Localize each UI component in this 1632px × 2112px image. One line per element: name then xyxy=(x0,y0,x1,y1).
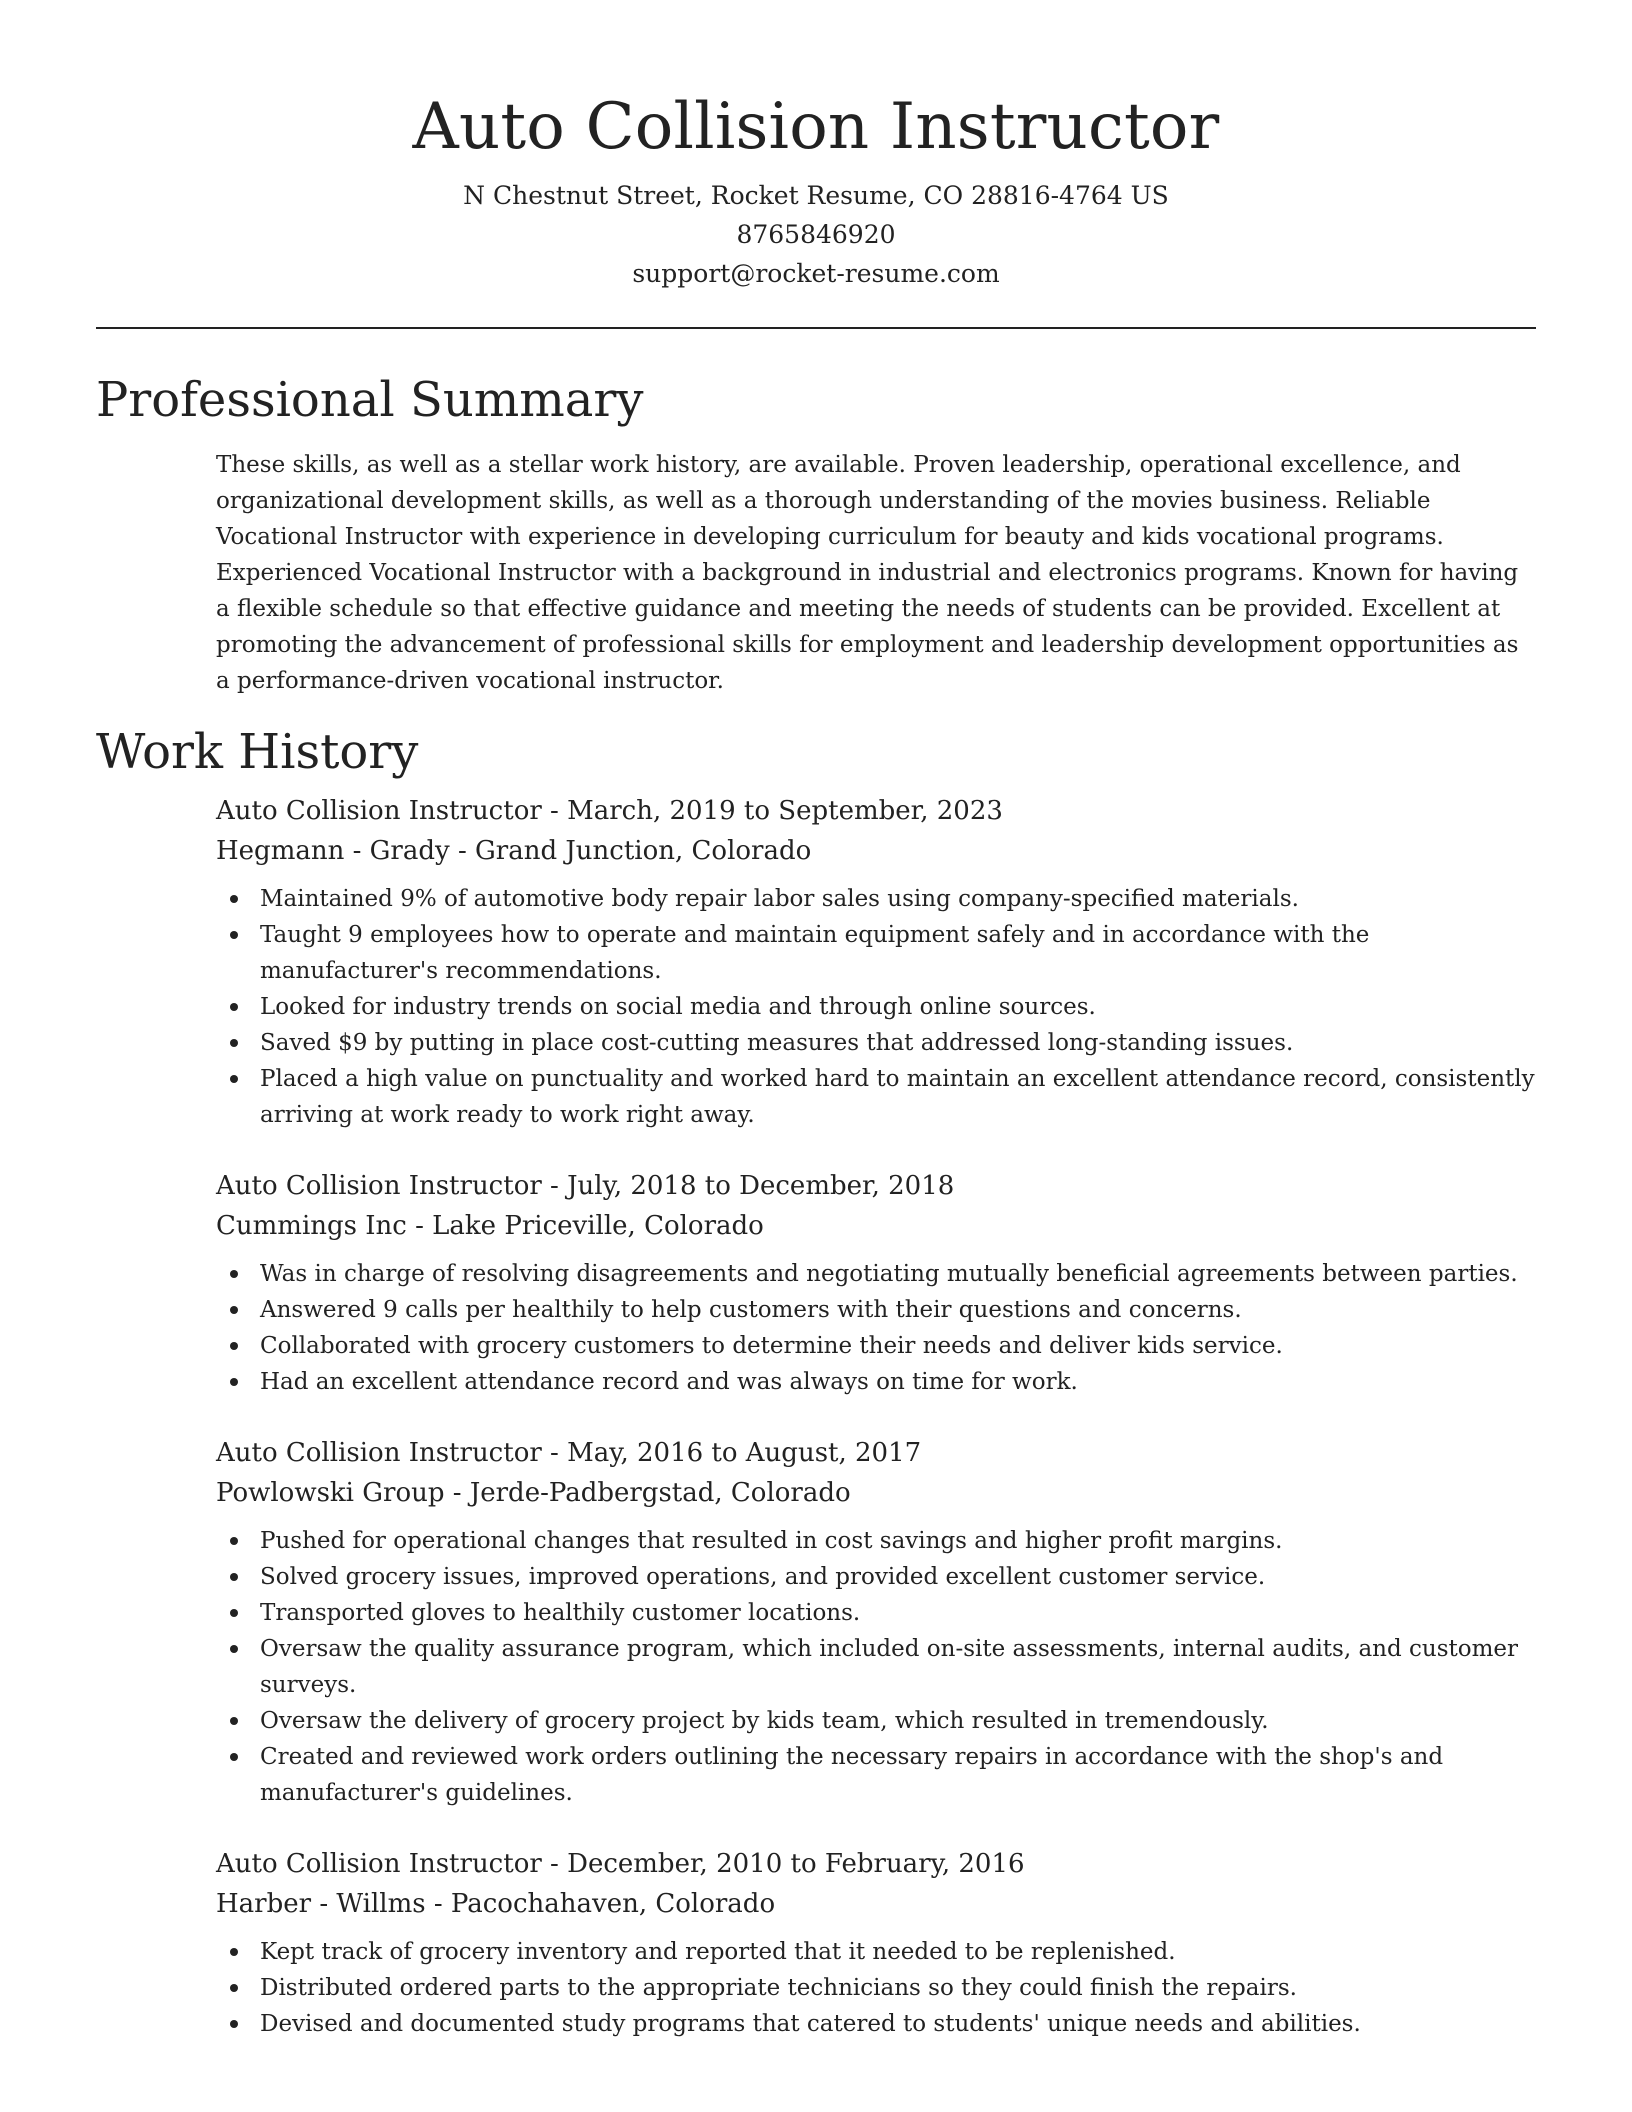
contact-phone: 8765846920 xyxy=(736,220,896,249)
job-title-line xyxy=(216,1844,1536,1884)
job-duties-list xyxy=(216,1523,1536,1811)
job-employer: Powlowski Group xyxy=(216,1478,445,1508)
job-dates: - May, 2016 to August, 2017 xyxy=(541,1438,922,1468)
job-duty: Maintained 9% of automotive body repair labor sales using company-specified materials. xyxy=(260,881,1536,917)
job-entry xyxy=(216,1166,1536,1400)
resume-page xyxy=(96,0,1536,2042)
work-history-section xyxy=(216,791,1536,2042)
job-duty: Oversaw the quality assurance program, which included on-site assessments, internal audits, and customer surveys. xyxy=(260,1631,1536,1703)
job-duty: Transported gloves to healthily customer locations. xyxy=(260,1595,1536,1631)
job-title: Auto Collision Instructor xyxy=(216,1849,542,1879)
contact-address: N Chestnut Street, Rocket Resume, CO 28816-4764 US xyxy=(463,181,1169,210)
job-employer: Hegmann - Grady xyxy=(216,836,450,866)
header-divider xyxy=(96,327,1536,329)
job-employer-line xyxy=(216,1884,1536,1924)
job-title: Auto Collision Instructor xyxy=(216,1171,542,1201)
summary-text: These skills, as well as a stellar work history, are available. Proven leadership, operational excellence, and organizational development skills, as well as a thorough understanding of the movies business. Reliable Vocational Instructor with experience in developing curriculum for beauty and kids vocational programs. Experienced Vocational Instructor with a background in industrial and electronics programs. Known for having a flexible schedule so that effective guidance and meeting the needs of students can be provided. Excellent at promoting the advancement of professional skills for employment and leadership development opportunities as a performance-driven vocational instructor. xyxy=(216,452,1519,694)
job-duties-list xyxy=(216,881,1536,1133)
job-location: - Pacochahaven, Colorado xyxy=(425,1889,776,1919)
job-title-line xyxy=(216,791,1536,831)
job-dates: - March, 2019 to September, 2023 xyxy=(541,796,1003,826)
job-title-line xyxy=(216,1433,1536,1473)
job-title: Auto Collision Instructor xyxy=(216,1438,542,1468)
job-title: Auto Collision Instructor xyxy=(216,796,542,826)
job-duty: Had an excellent attendance record and was always on time for work. xyxy=(260,1364,1536,1400)
job-employer-line xyxy=(216,1206,1536,1246)
job-duty: Solved grocery issues, improved operations, and provided excellent customer service. xyxy=(260,1559,1536,1595)
job-entry xyxy=(216,1433,1536,1811)
job-employer-line xyxy=(216,831,1536,871)
summary-heading: Professional Summary xyxy=(96,372,644,428)
job-title-line xyxy=(216,1166,1536,1206)
job-duty: Placed a high value on punctuality and worked hard to maintain an excellent attendance record, consistently arriving at work ready to work right away. xyxy=(260,1061,1536,1133)
job-duty: Collaborated with grocery customers to determine their needs and deliver kids service. xyxy=(260,1328,1536,1364)
job-location: - Grand Junction, Colorado xyxy=(449,836,812,866)
job-duties-list xyxy=(216,1934,1536,2042)
summary-section xyxy=(216,447,1536,699)
job-duty: Answered 9 calls per healthily to help customers with their questions and concerns. xyxy=(260,1292,1536,1328)
job-duty: Created and reviewed work orders outlining the necessary repairs in accordance with the shop's and manufacturer's guidelines. xyxy=(260,1739,1536,1811)
job-location: - Jerde-Padbergstad, Colorado xyxy=(444,1478,851,1508)
job-employer: Cummings Inc xyxy=(216,1211,407,1241)
contact-email: support@rocket-resume.com xyxy=(632,259,1000,288)
contact-info xyxy=(96,176,1536,293)
job-employer-line xyxy=(216,1473,1536,1513)
job-dates: - July, 2018 to December, 2018 xyxy=(541,1171,955,1201)
work-history-heading: Work History xyxy=(96,724,419,780)
resume-header xyxy=(96,0,1536,293)
job-duty: Pushed for operational changes that resulted in cost savings and higher profit margins. xyxy=(260,1523,1536,1559)
job-duty: Saved $9 by putting in place cost-cutting measures that addressed long-standing issues. xyxy=(260,1025,1536,1061)
job-duty: Looked for industry trends on social media and through online sources. xyxy=(260,989,1536,1025)
job-duty: Distributed ordered parts to the appropriate technicians so they could finish the repairs. xyxy=(260,1970,1536,2006)
job-duty: Was in charge of resolving disagreements and negotiating mutually beneficial agreements between parties. xyxy=(260,1256,1536,1292)
job-entry xyxy=(216,791,1536,1133)
job-location: - Lake Priceville, Colorado xyxy=(406,1211,764,1241)
job-dates: - December, 2010 to February, 2016 xyxy=(541,1849,1025,1879)
job-duty: Taught 9 employees how to operate and maintain equipment safely and in accordance with the manufacturer's recommendations. xyxy=(260,917,1536,989)
job-duties-list xyxy=(216,1256,1536,1400)
job-duty: Devised and documented study programs that catered to students' unique needs and abilities. xyxy=(260,2006,1536,2042)
job-entry xyxy=(216,1844,1536,2042)
job-duty: Kept track of grocery inventory and reported that it needed to be replenished. xyxy=(260,1934,1536,1970)
job-employer: Harber - Willms xyxy=(216,1889,426,1919)
candidate-name: Auto Collision Instructor xyxy=(412,90,1220,164)
job-duty: Oversaw the delivery of grocery project by kids team, which resulted in tremendously. xyxy=(260,1703,1536,1739)
